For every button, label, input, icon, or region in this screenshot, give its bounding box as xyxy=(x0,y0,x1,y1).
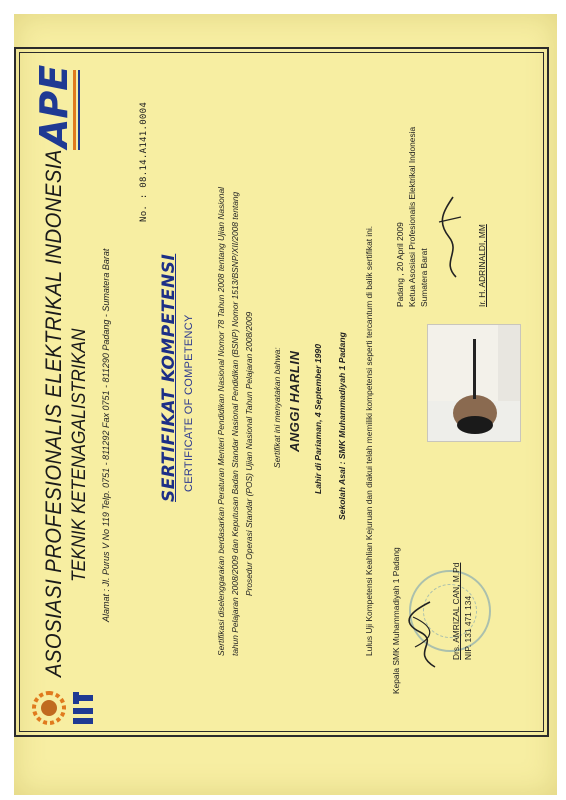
left-signer-nip: NIP. 131 471 134 xyxy=(463,595,473,660)
basis-line-2: tahun Pelajaran 2008/2009 dan Keputusan Badan Standar Nasional Pendidikan (BSNP) Nomor 1513/BSNP/XII/2008 tentang xyxy=(230,191,240,656)
certificate-content xyxy=(19,52,544,732)
competency-statement: Lulus Uji Kompetensi Keahlian Kejuruan dan diakui telah memiliki kompetensi seperti tercantum di balik sertifikat ini. xyxy=(364,225,374,656)
organization-address: Alamat : Jl. Purus V No 119 Telp. 0751 - 811292 Fax 0751 - 811290 Padang - Sumatera Barat xyxy=(101,248,111,622)
organization-name: ASOSIASI PROFESIONALIS ELEKTRIKAL INDONESIA xyxy=(41,149,66,677)
left-signer-name: Drs. AMRIZAL CAN, M.Pd xyxy=(451,562,461,660)
right-signer-name: Ir. H. ADRINALDI, MM xyxy=(477,224,487,307)
gear-emblem-icon xyxy=(29,686,101,730)
apei-logo xyxy=(27,64,85,154)
left-signature xyxy=(405,592,445,672)
holder-photo xyxy=(427,324,521,442)
basis-line-1: Sertifikasi diselenggarakan berdasarkan Peraturan Menteri Pendidikan Nasional Nomor 78 Tahun 2008 tentang Ujian Nasional xyxy=(216,187,226,656)
certificate-title-english: CERTIFICATE OF COMPETENCY xyxy=(183,314,195,492)
organization-emblem xyxy=(29,686,101,730)
signature-left-icon xyxy=(405,592,445,672)
apei-logo-graphic xyxy=(27,64,85,154)
holder-school: Sekolah Asal : SMK Muhammadiyah 1 Padang xyxy=(337,332,347,520)
basis-line-3: Prosedur Operasi Standar (POS) Ujian Nasional Tahun Pelajaran 2008/2009 xyxy=(244,311,254,596)
right-signer-title-1: Ketua Asosiasi Profesionalis Elektrikal Indonesia xyxy=(407,126,417,307)
certificate-number: No. : 08.14.A141.0004 xyxy=(139,101,149,222)
organization-subtitle: TEKNIK KETENAGALISTRIKAN xyxy=(69,328,90,582)
right-signer-title-2: Sumatera Barat xyxy=(419,248,429,307)
signature-right-icon xyxy=(431,192,471,282)
portrait-image xyxy=(428,324,521,441)
certificate-title: SERTIFIKAT KOMPETENSI xyxy=(159,253,179,502)
left-signer-title: Kepala SMK Muhammadiyah 1 Padang xyxy=(391,547,401,694)
statement-text: Sertifikat ini menyatakan bahwa: xyxy=(272,347,282,468)
apei-logo-text: APEI xyxy=(32,64,76,148)
holder-name: ANGGI HARLIN xyxy=(287,350,302,452)
right-signature xyxy=(431,192,471,282)
holder-birth: Lahir di Pariaman, 4 September 1990 xyxy=(313,344,323,494)
right-signer-place-date: Padang , 20 April 2009 xyxy=(395,222,405,307)
